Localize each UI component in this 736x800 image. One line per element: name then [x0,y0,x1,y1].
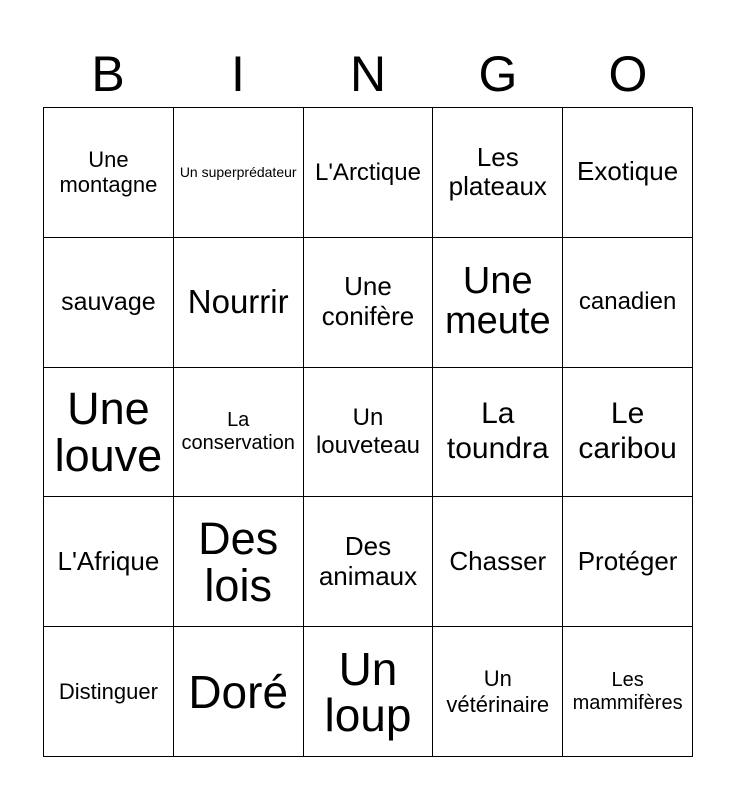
bingo-card-grid [43,107,693,757]
bingo-cell[interactable]: Des animaux [304,497,434,627]
bingo-cell[interactable]: Une conifère [304,238,434,368]
bingo-cell[interactable]: canadien [563,238,693,368]
bingo-cell[interactable]: Une montagne [44,108,174,238]
header-letter-n: N [349,46,387,102]
header-letter-i: I [231,46,245,102]
header-letter-o: O [608,46,648,102]
bingo-cell[interactable]: La toundra [433,368,563,498]
bingo-cell[interactable]: Chasser [433,497,563,627]
bingo-cell[interactable]: La conservation [174,368,304,498]
bingo-cell[interactable]: Les plateaux [433,108,563,238]
bingo-cell[interactable]: Doré [174,627,304,757]
bingo-cell[interactable]: sauvage [44,238,174,368]
bingo-cell[interactable]: Les mammifères [563,627,693,757]
header-letter-g: G [478,46,518,102]
bingo-cell[interactable]: Nourrir [174,238,304,368]
bingo-cell[interactable]: Un louveteau [304,368,434,498]
bingo-cell[interactable]: Une meute [433,238,563,368]
header-letter-b: B [91,46,125,102]
bingo-cell[interactable]: Des lois [174,497,304,627]
bingo-cell[interactable]: Une louve [44,368,174,498]
bingo-cell[interactable]: Protéger [563,497,693,627]
bingo-cell[interactable]: Un superprédateur [174,108,304,238]
bingo-header [43,40,693,108]
bingo-cell[interactable]: Un loup [304,627,434,757]
bingo-cell[interactable]: Le caribou [563,368,693,498]
bingo-cell[interactable]: Un vétérinaire [433,627,563,757]
bingo-cell[interactable]: Distinguer [44,627,174,757]
bingo-cell[interactable]: Exotique [563,108,693,238]
bingo-cell[interactable]: L'Afrique [44,497,174,627]
bingo-cell[interactable]: L'Arctique [304,108,434,238]
